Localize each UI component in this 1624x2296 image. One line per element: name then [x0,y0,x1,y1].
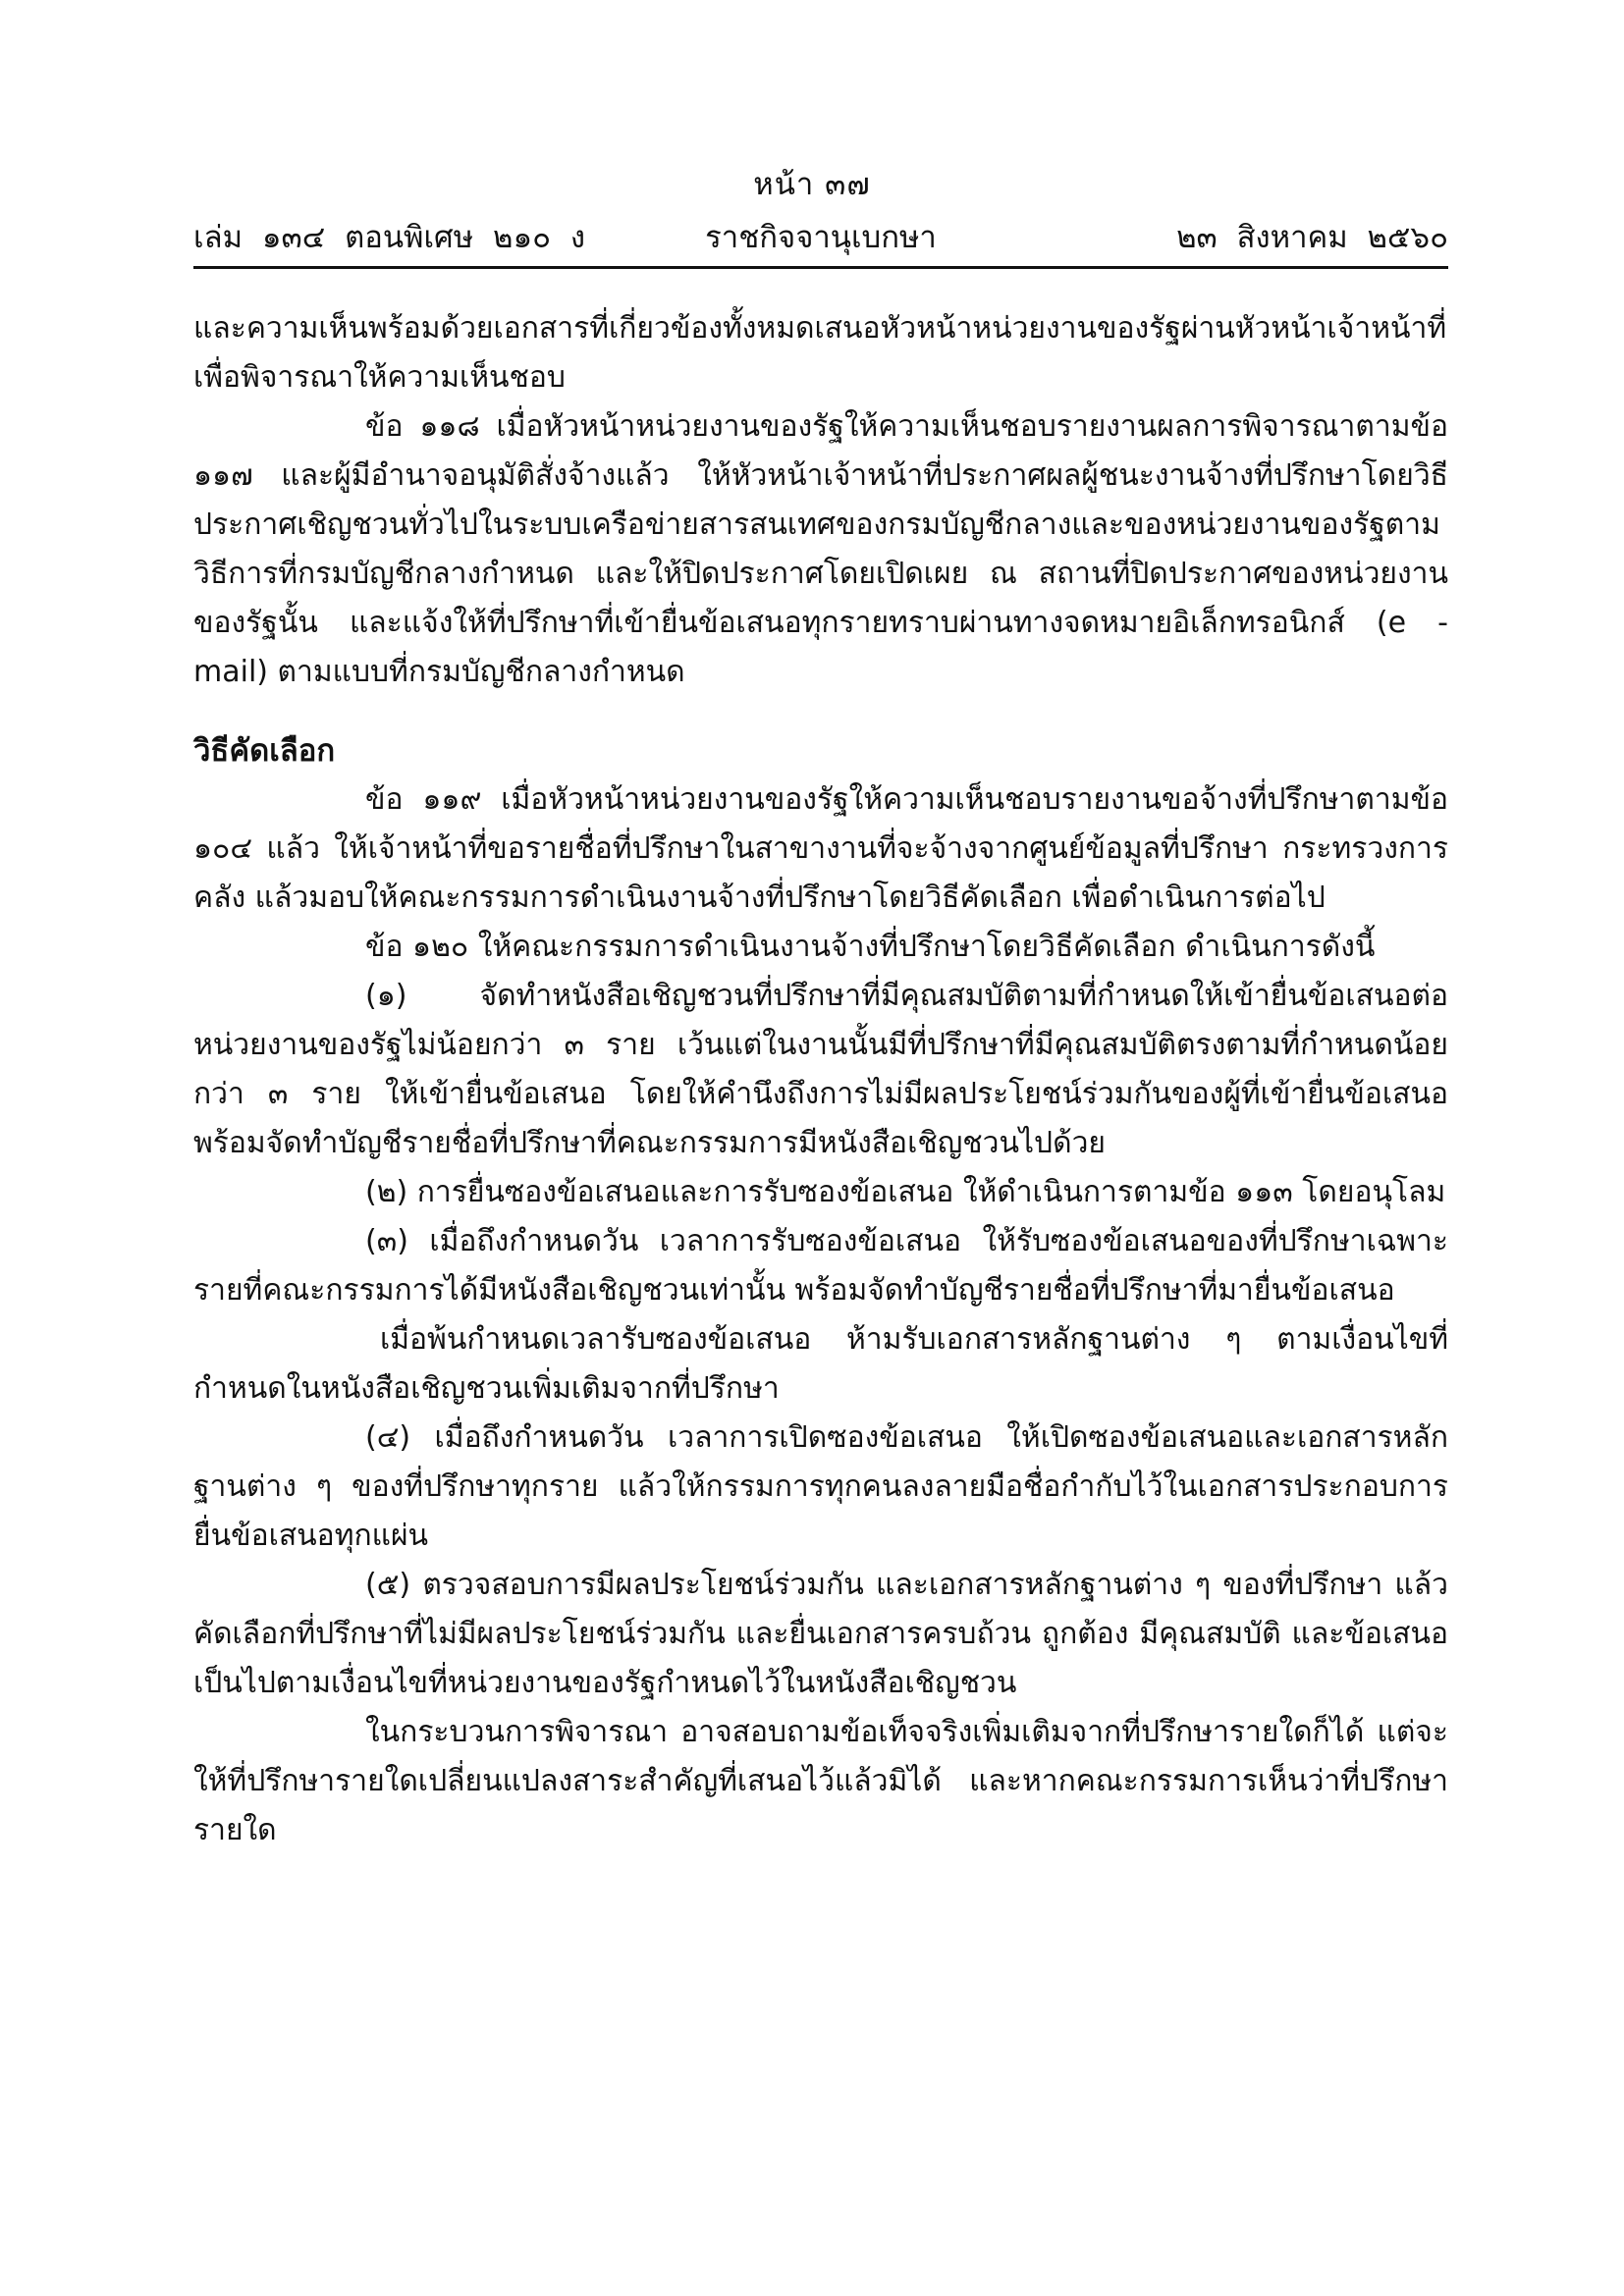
clause-120-item-3: (๓) เมื่อถึงกำหนดวัน เวลาการรับซองข้อเสนอ ให้รับซองข้อเสนอของที่ปรึกษาเฉพาะรายที่คณะกรรมการได้มีหนังสือเชิญชวนเท่านั้น พร้อมจัดทำบัญชีรายชื่อที่ปรึกษาที่มายื่นข้อเสนอ [193,1224,1448,1308]
clause-120-item-1: (๑) จัดทำหนังสือเชิญชวนที่ปรึกษาที่มีคุณสมบัติตามที่กำหนดให้เข้ายื่นข้อเสนอต่อหน่วยงานของรัฐไม่น้อยกว่า ๓ ราย เว้นแต่ในงานนั้นมีที่ปรึกษาที่มีคุณสมบัติตรงตามที่กำหนดน้อยกว่า ๓ ราย ให้เข้ายื่นข้อเสนอ โดยให้คำนึงถึงการไม่มีผลประโยชน์ร่วมกันของผู้ที่เข้ายื่นข้อเสนอ พร้อมจัดทำบัญชีรายชื่อที่ปรึกษาที่คณะกรรมการมีหนังสือเชิญชวนไปด้วย [193,979,1448,1160]
clause-120: ข้อ ๑๒๐ ให้คณะกรรมการดำเนินงานจ้างที่ปรึกษาโดยวิธีคัดเลือก ดำเนินการดังนี้ [365,930,1376,964]
clause-120-item-5: (๕) ตรวจสอบการมีผลประโยชน์ร่วมกัน และเอกสารหลักฐานต่าง ๆ ของที่ปรึกษา แล้วคัดเลือกที่ปรึกษาที่ไม่มีผลประโยชน์ร่วมกัน และยื่นเอกสารครบถ้วน ถูกต้อง มีคุณสมบัติ และข้อเสนอเป็นไปตามเงื่อนไขที่หน่วยงานของรัฐกำหนดไว้ในหนังสือเชิญชวน [193,1568,1448,1700]
clause-118: ข้อ ๑๑๘ เมื่อหัวหน้าหน่วยงานของรัฐให้ความเห็นชอบรายงานผลการพิจารณาตามข้อ ๑๑๗ และผู้มีอำนาจอนุมัติสั่งจ้างแล้ว ให้หัวหน้าเจ้าหน้าที่ประกาศผลผู้ชนะงานจ้างที่ปรึกษาโดยวิธีประกาศเชิญชวนทั่วไปในระบบเครือข่ายสารสนเทศของกรมบัญชีกลางและของหน่วยงานของรัฐตามวิธีการที่กรมบัญชีกลางกำหนด และให้ปิดประกาศโดยเปิดเผย ณ สถานที่ปิดประกาศของหน่วยงานของรัฐนั้น และแจ้งให้ที่ปรึกษาที่เข้ายื่นข้อเสนอทุกรายทราบผ่านทางจดหมายอิเล็กทรอนิกส์ (e - mail) ตามแบบที่กรมบัญชีกลางกำหนด [193,409,1448,689]
gazette-header [193,216,1448,259]
clause-120-item-3-subparagraph: เมื่อพ้นกำหนดเวลารับซองข้อเสนอ ห้ามรับเอกสารหลักฐานต่าง ๆ ตามเงื่อนไขที่กำหนดในหนังสือเชิญชวนเพิ่มเติมจากที่ปรึกษา [193,1322,1448,1406]
publication-date: ๒๓ สิงหาคม ๒๕๖๐ [1176,220,1448,255]
paragraph-continuation: และความเห็นพร้อมด้วยเอกสารที่เกี่ยวข้องทั้งหมดเสนอหัวหน้าหน่วยงานของรัฐผ่านหัวหน้าเจ้าหน้าที่เพื่อพิจารณาให้ความเห็นชอบ [193,311,1447,395]
clause-120-item-5-subparagraph: ในกระบวนการพิจารณา อาจสอบถามข้อเท็จจริงเพิ่มเติมจากที่ปรึกษารายใดก็ได้ แต่จะให้ที่ปรึกษารายใดเปลี่ยนแปลงสาระสำคัญที่เสนอไว้แล้วมิได้ และหากคณะกรรมการเห็นว่าที่ปรึกษารายใด [193,1715,1448,1847]
gazette-title: ราชกิจจานุเบกษา [705,220,937,255]
clause-120-item-4: (๔) เมื่อถึงกำหนดวัน เวลาการเปิดซองข้อเสนอ ให้เปิดซองข้อเสนอและเอกสารหลักฐานต่าง ๆ ของที่ปรึกษาทุกราย แล้วให้กรรมการทุกคนลงลายมือชื่อกำกับไว้ในเอกสารประกอบการยื่นข้อเสนอทุกแผ่น [193,1420,1448,1553]
document-body [193,304,1448,1855]
header-divider [193,266,1448,269]
page-number: หน้า ๓๗ [753,167,871,202]
clause-119: ข้อ ๑๑๙ เมื่อหัวหน้าหน่วยงานของรัฐให้ความเห็นชอบรายงานขอจ้างที่ปรึกษาตามข้อ ๑๐๔ แล้ว ให้เจ้าหน้าที่ขอรายชื่อที่ปรึกษาในสาขางานที่จะจ้างจากศูนย์ข้อมูลที่ปรึกษา กระทรวงการคลัง แล้วมอบให้คณะกรรมการดำเนินงานจ้างที่ปรึกษาโดยวิธีคัดเลือก เพื่อดำเนินการต่อไป [193,782,1448,915]
volume-issue: เล่ม ๑๓๔ ตอนพิเศษ ๒๑๐ ง [193,220,586,255]
clause-120-item-2: (๒) การยื่นซองข้อเสนอและการรับซองข้อเสนอ ให้ดำเนินการตามข้อ ๑๑๓ โดยอนุโลม [365,1175,1446,1209]
section-heading-selection-method: วิธีคัดเลือก [193,733,336,769]
